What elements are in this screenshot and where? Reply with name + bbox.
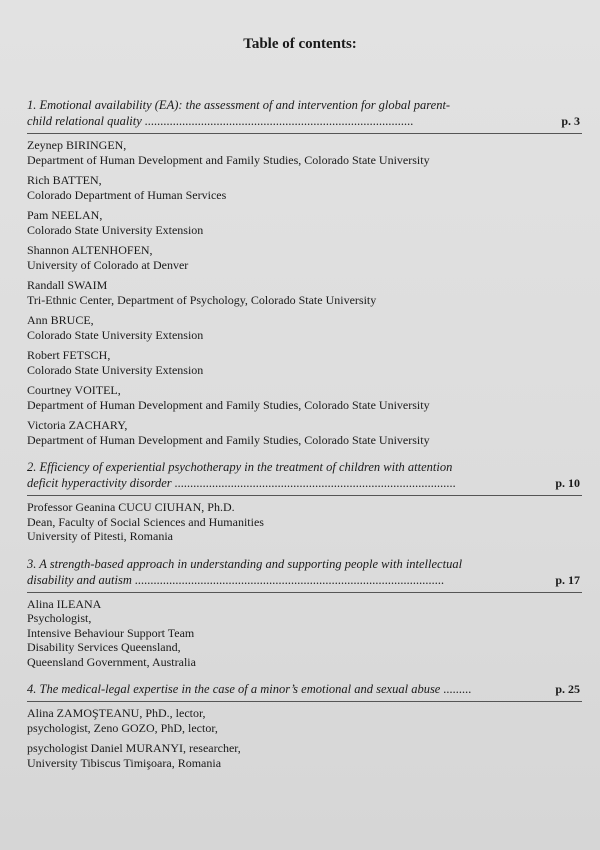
section-title	[27, 97, 582, 129]
author-affiliation: psychologist, Zeno GOZO, PhD, lector,	[27, 720, 218, 735]
divider	[27, 592, 582, 593]
author-affiliation: University of Colorado at Denver	[27, 257, 189, 272]
section-title-line: child relational quality ......................................................................................	[27, 114, 414, 128]
author-affiliation: University of Pitesti, Romania	[27, 529, 173, 543]
author-entry	[27, 313, 582, 342]
author-entry	[27, 243, 582, 272]
author-affiliation: Colorado Department of Human Services	[27, 187, 227, 202]
page-number: p. 3	[561, 114, 580, 128]
author-entry	[27, 278, 582, 307]
author-entry	[27, 706, 582, 735]
author-name: Robert FETSCH,	[27, 348, 111, 362]
page-number: p. 25	[555, 682, 580, 696]
author-name: Zeynep BIRINGEN,	[27, 138, 127, 152]
author-affiliation: Intensive Behaviour Support Team	[27, 625, 195, 640]
section-title-line: 4. The medical-legal expertise in the case of a minor’s emotional and sexual abuse .........	[27, 682, 472, 696]
section-title-line: 1. Emotional availability (EA): the assessment of and intervention for global parent-	[27, 98, 451, 112]
author-affiliation: Department of Human Development and Family Studies, Colorado State University	[27, 397, 430, 412]
author-entry	[27, 138, 582, 167]
section-title	[27, 681, 582, 697]
author-affiliation: Dean, Faculty of Social Sciences and Humanities	[27, 514, 264, 529]
divider	[27, 701, 582, 702]
author-name: Alina ZAMOŞTEANU, PhD., lector,	[27, 706, 206, 720]
author-affiliation: Department of Human Development and Family Studies, Colorado State University	[27, 432, 430, 447]
author-name: Rich BATTEN,	[27, 173, 102, 187]
author-entry	[27, 418, 582, 447]
toc-section	[27, 97, 582, 447]
author-affiliation: Colorado State University Extension	[27, 362, 204, 377]
author-entry	[27, 173, 582, 202]
author-affiliation: Colorado State University Extension	[27, 222, 204, 237]
author-affiliation: Psychologist,	[27, 611, 92, 625]
author-entry	[27, 348, 582, 377]
section-title	[27, 459, 582, 491]
page-number: p. 10	[555, 476, 580, 490]
section-title-line: deficit hyperactivity disorder ..........................................................................................	[27, 476, 457, 490]
toc-section	[27, 459, 582, 544]
section-title-line: 3. A strength-based approach in understanding and supporting people with intellectual	[27, 556, 463, 571]
author-affiliation: Queensland Government, Australia	[27, 654, 196, 669]
author-name: Professor Geanina CUCU CIUHAN, Ph.D.	[27, 500, 235, 514]
author-affiliation: Tri-Ethnic Center, Department of Psychology, Colorado State University	[27, 292, 377, 307]
toc-sections	[27, 97, 582, 782]
author-name: Pam NEELAN,	[27, 208, 103, 222]
section-title-line: 2. Efficiency of experiential psychotherapy in the treatment of children with attention	[27, 460, 453, 474]
author-name: Victoria ZACHARY,	[27, 418, 128, 432]
section-title	[27, 556, 582, 588]
author-entry	[27, 597, 582, 670]
author-entry	[27, 741, 582, 770]
author-affiliation: University Tibiscus Timişoara, Romania	[27, 755, 222, 770]
author-entry	[27, 500, 582, 544]
divider	[27, 133, 582, 134]
author-name: Randall SWAIM	[27, 278, 108, 292]
toc-section	[27, 556, 582, 670]
toc-section	[27, 681, 582, 770]
author-name: psychologist Daniel MURANYI, researcher,	[27, 741, 241, 755]
author-entry	[27, 208, 582, 237]
author-entry	[27, 383, 582, 412]
author-name: Courtney VOITEL,	[27, 383, 121, 397]
author-affiliation: Disability Services Queensland,	[27, 640, 181, 654]
page-number: p. 17	[555, 572, 580, 587]
author-affiliation: Department of Human Development and Family Studies, Colorado State University	[27, 152, 430, 167]
author-name: Alina ILEANA	[27, 596, 102, 611]
page-title: Table of contents:	[243, 36, 357, 52]
divider	[27, 495, 582, 496]
author-name: Ann BRUCE,	[27, 313, 94, 327]
author-name: Shannon ALTENHOFEN,	[27, 243, 153, 257]
section-title-line: disability and autism ...................................................................................................	[27, 572, 445, 587]
author-affiliation: Colorado State University Extension	[27, 327, 204, 342]
